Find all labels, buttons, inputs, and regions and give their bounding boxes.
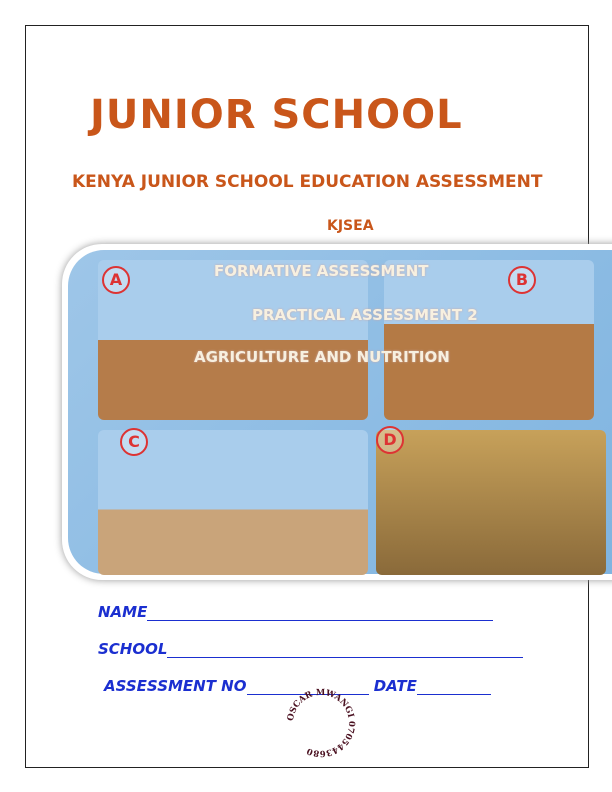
- page-title: JUNIOR SCHOOL: [90, 92, 463, 138]
- acronym: KJSEA: [327, 218, 374, 234]
- name-label: NAME: [98, 603, 148, 621]
- name-field[interactable]: [98, 603, 493, 621]
- label-d: D: [376, 426, 404, 454]
- assessment-no-label: ASSESSMENT NO: [104, 677, 247, 695]
- label-b: B: [508, 266, 536, 294]
- panel-a: [98, 260, 368, 420]
- cover-illustration: [62, 244, 612, 580]
- school-field[interactable]: [98, 640, 523, 658]
- date-label: DATE: [373, 677, 417, 695]
- overlay-practical: PRACTICAL ASSESSMENT 2: [252, 306, 478, 324]
- subtitle: KENYA JUNIOR SCHOOL EDUCATION ASSESSMENT: [72, 172, 543, 192]
- overlay-subject: AGRICULTURE AND NUTRITION: [194, 348, 450, 366]
- school-label: SCHOOL: [98, 640, 168, 658]
- stamp-text: OSCAR MWANGI 0705443680: [285, 687, 357, 759]
- overlay-formative: FORMATIVE ASSESSMENT: [214, 262, 429, 280]
- label-c: C: [120, 428, 148, 456]
- panel-d: [376, 430, 606, 575]
- svg-text:OSCAR MWANGI 0705443680: [286, 688, 356, 758]
- author-stamp: [283, 685, 359, 761]
- panel-b: [384, 260, 594, 420]
- label-a: A: [102, 266, 130, 294]
